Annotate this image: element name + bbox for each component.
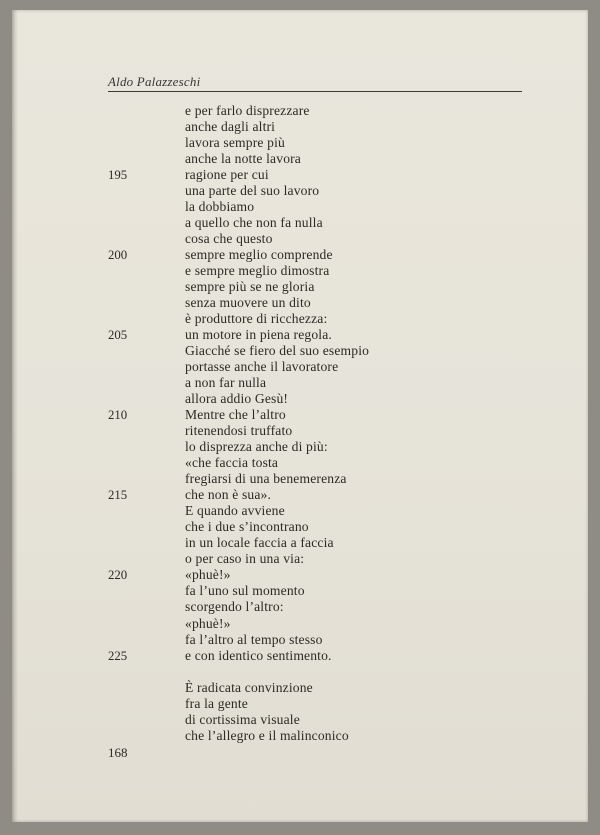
line-number: 220 — [108, 568, 128, 583]
line-text: anche la notte lavora — [185, 151, 301, 167]
line-text: portasse anche il lavoratore — [185, 359, 339, 375]
poem-line — [108, 247, 538, 263]
line-text: e sempre meglio dimostra — [185, 263, 330, 279]
line-text: ritenendosi truffato — [185, 423, 293, 439]
line-text: lavora sempre più — [185, 135, 285, 151]
poem-line — [108, 167, 538, 183]
poem-line — [108, 712, 538, 728]
line-text: che l’allegro e il malinconico — [185, 727, 349, 743]
line-text: o per caso in una via: — [185, 551, 305, 567]
line-text: fra la gente — [185, 695, 248, 711]
poem-line — [108, 103, 538, 119]
line-text: scorgendo l’altro: — [185, 599, 284, 615]
line-text: E quando avviene — [185, 503, 285, 519]
poem-line — [108, 215, 538, 231]
poem-line — [108, 311, 538, 327]
line-text: Mentre che l’altro — [185, 407, 286, 423]
poem-line — [108, 664, 538, 680]
poem-line — [108, 648, 538, 664]
line-text: a non far nulla — [185, 375, 267, 391]
line-text: «che faccia tosta — [185, 455, 279, 471]
line-text: Giacché se fiero del suo esempio — [185, 343, 370, 359]
line-number: 225 — [108, 648, 128, 663]
page-gutter-shadow — [12, 10, 18, 822]
line-text: cosa che questo — [185, 231, 273, 247]
line-text: una parte del suo lavoro — [185, 183, 320, 199]
line-text: fregiarsi di una benemerenza — [185, 471, 347, 487]
line-text: di cortissima visuale — [185, 711, 300, 727]
line-text: ragione per cui — [185, 167, 269, 183]
poem-line — [108, 263, 538, 279]
line-text: fa l’altro al tempo stesso — [185, 631, 323, 647]
line-text: in un locale faccia a faccia — [185, 535, 334, 551]
poem-line — [108, 632, 538, 648]
poem-line — [108, 359, 538, 375]
poem-line — [108, 471, 538, 487]
poem-line — [108, 183, 538, 199]
line-text: allora addio Gesù! — [185, 391, 289, 407]
line-number: 200 — [108, 248, 128, 263]
poem-line — [108, 567, 538, 583]
poem-line — [108, 423, 538, 439]
line-text: un motore in piena regola. — [185, 327, 332, 343]
line-text: anche dagli altri — [185, 119, 276, 135]
line-number: 215 — [108, 488, 128, 503]
line-text: fa l’uno sul momento — [185, 583, 305, 599]
poem-line — [108, 119, 538, 135]
line-text: a quello che non fa nulla — [185, 215, 323, 231]
line-number: 210 — [108, 408, 128, 423]
poem-line — [108, 487, 538, 503]
poem-line — [108, 327, 538, 343]
poem-line — [108, 503, 538, 519]
line-text: che i due s’incontrano — [185, 519, 309, 535]
line-text: è produttore di ricchezza: — [185, 311, 328, 327]
poem-line — [108, 199, 538, 215]
line-text: «phuè!» — [185, 567, 231, 583]
line-text: e per farlo disprezzare — [185, 103, 310, 118]
poem-line — [108, 551, 538, 567]
poem-line — [108, 728, 538, 744]
poem-line — [108, 295, 538, 311]
poem-line — [108, 375, 538, 391]
poem-line — [108, 151, 538, 167]
poem-line — [108, 616, 538, 632]
poem-line — [108, 391, 538, 407]
header-rule — [108, 91, 522, 92]
line-number: 205 — [108, 328, 128, 343]
line-text: «phuè!» — [185, 615, 231, 631]
poem-line — [108, 279, 538, 295]
poem-line — [108, 455, 538, 471]
poem-line — [108, 583, 538, 599]
poem-line — [108, 680, 538, 696]
line-text: sempre meglio comprende — [185, 247, 333, 263]
line-number: 195 — [108, 168, 128, 183]
poem-body — [108, 103, 538, 744]
poem-line — [108, 535, 538, 551]
poem-line — [108, 343, 538, 359]
page-number: 168 — [108, 745, 128, 760]
line-text: senza muovere un dito — [185, 295, 311, 311]
poem-line — [108, 599, 538, 615]
poem-line — [108, 135, 538, 151]
poem-line — [108, 696, 538, 712]
running-head: Aldo Palazzeschi — [108, 74, 201, 89]
line-text: che non è sua». — [185, 487, 272, 503]
line-text: la dobbiamo — [185, 199, 255, 215]
poem-line — [108, 439, 538, 455]
book-page — [12, 10, 588, 822]
line-text: sempre più se ne gloria — [185, 279, 315, 295]
poem-line — [108, 407, 538, 423]
line-text: È radicata convinzione — [185, 679, 313, 695]
line-text: lo disprezza anche di più: — [185, 439, 328, 455]
poem-line — [108, 231, 538, 247]
poem-line — [108, 519, 538, 535]
line-text: e con identico sentimento. — [185, 647, 332, 663]
